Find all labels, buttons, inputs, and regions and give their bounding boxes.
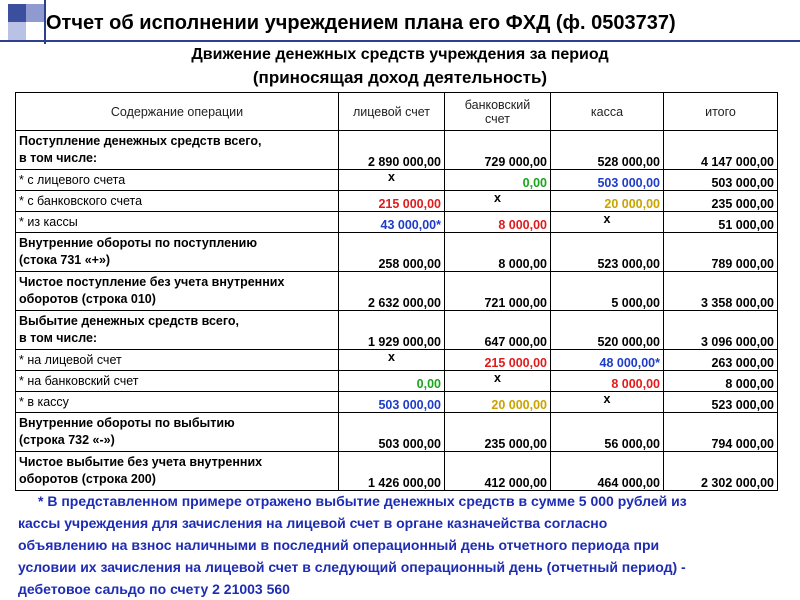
row-label: * на банковский счет xyxy=(16,371,339,392)
cell-total: 523 000,00 xyxy=(664,392,778,413)
column-header-total: итого xyxy=(664,93,778,131)
cell-total: 794 000,00 xyxy=(664,413,778,452)
cell-cash: 523 000,00 xyxy=(551,233,664,272)
cell-total: 51 000,00 xyxy=(664,212,778,233)
table-row xyxy=(16,233,778,272)
cell-bank: 647 000,00 xyxy=(445,311,551,350)
cell-cash: 520 000,00 xyxy=(551,311,664,350)
column-header-operation: Содержание операции xyxy=(16,93,339,131)
footnote-line: кассы учреждения для зачисления на лицевой счет в органе казначейства согласно xyxy=(18,515,608,531)
decor-square-mid xyxy=(26,4,44,22)
table-row xyxy=(16,131,778,170)
cell-cash: 464 000,00 xyxy=(551,452,664,491)
cell-bank: 0,00 xyxy=(445,170,551,191)
footnote-line: * В представленном примере отражено выбытие денежных средств в сумме 5 000 рублей из xyxy=(38,493,687,509)
cell-bank: 215 000,00 xyxy=(445,350,551,371)
cell-total: 3 096 000,00 xyxy=(664,311,778,350)
cell-bank: 721 000,00 xyxy=(445,272,551,311)
cell-total: 235 000,00 xyxy=(664,191,778,212)
row-label: * с банковского счета xyxy=(16,191,339,212)
cell-personal: 1 426 000,00 xyxy=(339,452,445,491)
cell-bank: x xyxy=(445,371,551,392)
cell-personal: 258 000,00 xyxy=(339,233,445,272)
row-label: Внутренние обороты по поступлению (стока 731 «+») xyxy=(16,233,339,272)
cell-cash: 8 000,00 xyxy=(551,371,664,392)
cell-personal: 43 000,00* xyxy=(339,212,445,233)
table-row xyxy=(16,371,778,392)
cell-personal: 2 632 000,00 xyxy=(339,272,445,311)
cash-flow-table xyxy=(15,92,778,491)
column-header-cash: касса xyxy=(551,93,664,131)
decor-horizontal-rule xyxy=(0,40,800,42)
column-header-bank-line2: счет xyxy=(485,111,510,126)
cell-cash: 20 000,00 xyxy=(551,191,664,212)
cell-bank: 412 000,00 xyxy=(445,452,551,491)
cell-personal: 0,00 xyxy=(339,371,445,392)
page-subtitle-activity: (приносящая доход деятельность) xyxy=(252,68,548,87)
cell-personal: 1 929 000,00 xyxy=(339,311,445,350)
column-header-personal-account: лицевой счет xyxy=(339,93,445,131)
cell-personal: 2 890 000,00 xyxy=(339,131,445,170)
cell-cash: 5 000,00 xyxy=(551,272,664,311)
cell-cash: x xyxy=(551,212,664,233)
page-title: Отчет об исполнении учреждением плана его ФХД (ф. 0503737) xyxy=(46,12,676,34)
table-row xyxy=(16,311,778,350)
cell-cash: 503 000,00 xyxy=(551,170,664,191)
table-row xyxy=(16,212,778,233)
cell-personal: 215 000,00 xyxy=(339,191,445,212)
page-subtitle: Движение денежных средств учреждения за период xyxy=(191,46,609,63)
row-label: Выбытие денежных средств всего, в том числе: xyxy=(16,311,339,350)
footnote-line: дебетовое сальдо по счету 2 21003 560 xyxy=(18,581,290,597)
footnote-line: условии их зачисления на лицевой счет в следующий операционный день (отчетный период) - xyxy=(18,559,686,575)
cell-total: 263 000,00 xyxy=(664,350,778,371)
cell-personal: 503 000,00 xyxy=(339,392,445,413)
cell-total: 4 147 000,00 xyxy=(664,131,778,170)
cell-bank: 729 000,00 xyxy=(445,131,551,170)
cell-total: 8 000,00 xyxy=(664,371,778,392)
table-header-row xyxy=(16,93,778,131)
decor-square-dark xyxy=(8,4,26,22)
footnote-line: объявлению на взнос наличными в последний операционный день отчетного периода при xyxy=(18,537,660,553)
cell-total: 789 000,00 xyxy=(664,233,778,272)
row-label: * с лицевого счета xyxy=(16,170,339,191)
row-label: * в кассу xyxy=(16,392,339,413)
row-label: * из кассы xyxy=(16,212,339,233)
cell-personal: x xyxy=(339,170,445,191)
cell-total: 503 000,00 xyxy=(664,170,778,191)
column-header-bank-account xyxy=(445,93,551,131)
cell-bank: 8 000,00 xyxy=(445,212,551,233)
row-label: Чистое поступление без учета внутренних оборотов (строка 010) xyxy=(16,272,339,311)
cell-cash: 528 000,00 xyxy=(551,131,664,170)
table-row xyxy=(16,392,778,413)
cell-bank: 235 000,00 xyxy=(445,413,551,452)
row-label: Поступление денежных средств всего, в том числе: xyxy=(16,131,339,170)
cell-bank: x xyxy=(445,191,551,212)
decor-square-light xyxy=(8,22,26,40)
cell-personal: 503 000,00 xyxy=(339,413,445,452)
cell-cash: 56 000,00 xyxy=(551,413,664,452)
cell-cash: x xyxy=(551,392,664,413)
table-row xyxy=(16,170,778,191)
cell-bank: 20 000,00 xyxy=(445,392,551,413)
cell-cash: 48 000,00* xyxy=(551,350,664,371)
cell-bank: 8 000,00 xyxy=(445,233,551,272)
cell-personal: x xyxy=(339,350,445,371)
cell-total: 2 302 000,00 xyxy=(664,452,778,491)
row-label: Чистое выбытие без учета внутренних оборотов (строка 200) xyxy=(16,452,339,491)
row-label: Внутренние обороты по выбытию (строка 732 «-») xyxy=(16,413,339,452)
cell-total: 3 358 000,00 xyxy=(664,272,778,311)
table-row xyxy=(16,191,778,212)
row-label: * на лицевой счет xyxy=(16,350,339,371)
table-row xyxy=(16,272,778,311)
column-header-bank-line1: банковский xyxy=(464,97,531,112)
table-row xyxy=(16,413,778,452)
table-row xyxy=(16,350,778,371)
footnote xyxy=(18,490,778,600)
table-row xyxy=(16,452,778,491)
